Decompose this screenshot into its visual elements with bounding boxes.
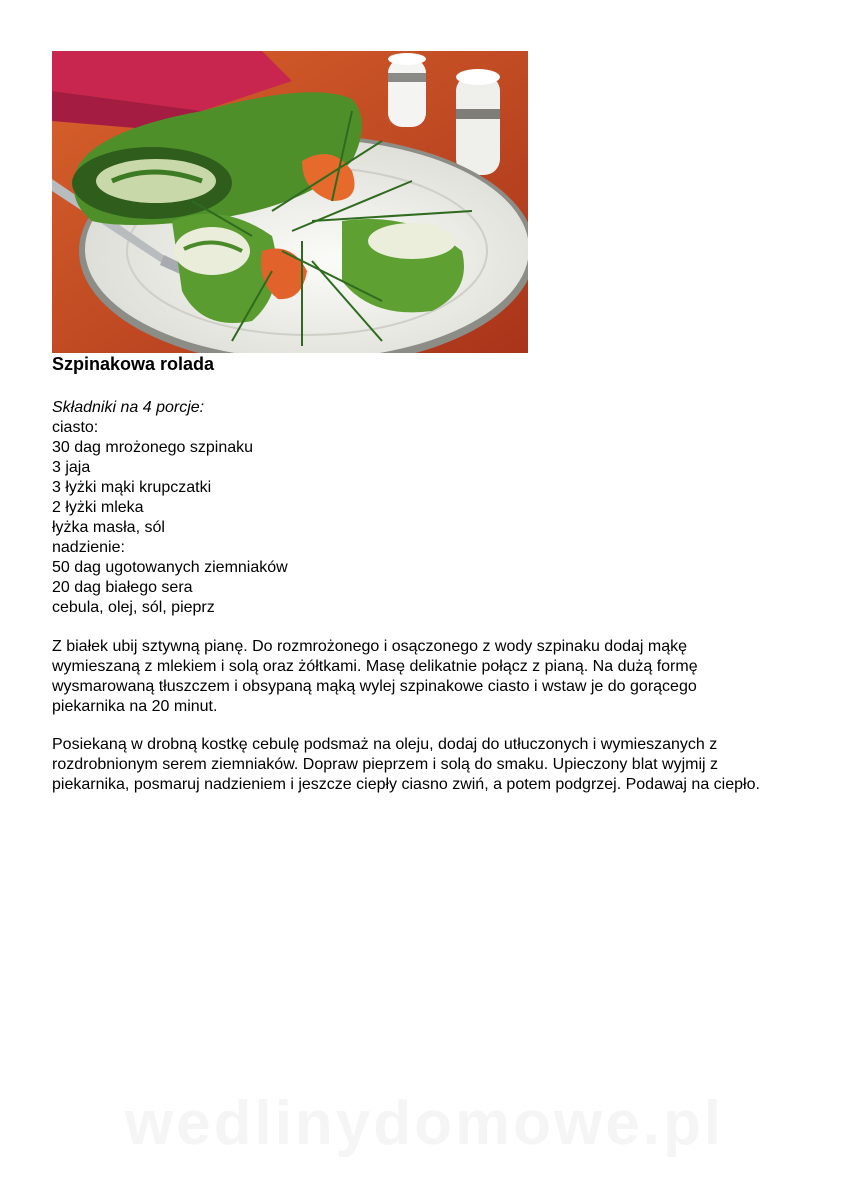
watermark: wedlinydomowe.pl <box>124 1089 725 1158</box>
recipe-photo <box>52 51 528 353</box>
ingredient-line: 20 dag białego sera <box>52 579 193 596</box>
ingredient-line: nadzienie: <box>52 539 125 556</box>
ingredients-block <box>52 398 288 618</box>
ingredient-line: 2 łyżki mleka <box>52 499 144 516</box>
ingredient-line: 50 dag ugotowanych ziemniaków <box>52 559 288 576</box>
ingredient-line: 3 jaja <box>52 459 91 476</box>
salt-shaker <box>388 53 426 127</box>
ingredient-line: 30 dag mrożonego szpinaku <box>52 439 254 456</box>
instruction-paragraph: Z białek ubij sztywną pianę. Do rozmrożonego i osączonego z wody szpinaku dodaj mąkę wymieszaną z mlekiem i solą oraz żółtkami. Masę delikatnie połącz z pianą. Na dużą formę wysmarowaną tłuszczem i obsypaną mąką wylej szpinakowe ciasto i wstaw je do gorącego piekarnika na 20 minut. <box>52 638 698 715</box>
servings-label: Składniki na 4 porcje: <box>52 399 205 416</box>
ingredient-line: ciasto: <box>52 419 99 436</box>
ingredient-line: łyżka masła, sól <box>52 519 165 536</box>
pepper-shaker <box>456 69 500 175</box>
instruction-paragraph: Posiekaną w drobną kostkę cebulę podsmaż na oleju, dodaj do utłuczonych i wymieszanych z rozdrobnionym serem ziemniaków. Dopraw pieprzem i solą do smaku. Upieczony blat wyjmij z piekarnika, posmaruj nadzieniem i jeszcze ciepły ciasno zwiń, a potem podgrzej. Podawaj na ciepło. <box>52 736 760 793</box>
recipe-title: Szpinakowa rolada <box>52 354 215 374</box>
ingredient-line: cebula, olej, sól, pieprz <box>52 599 215 616</box>
ingredient-line: 3 łyżki mąki krupczatki <box>52 479 212 496</box>
